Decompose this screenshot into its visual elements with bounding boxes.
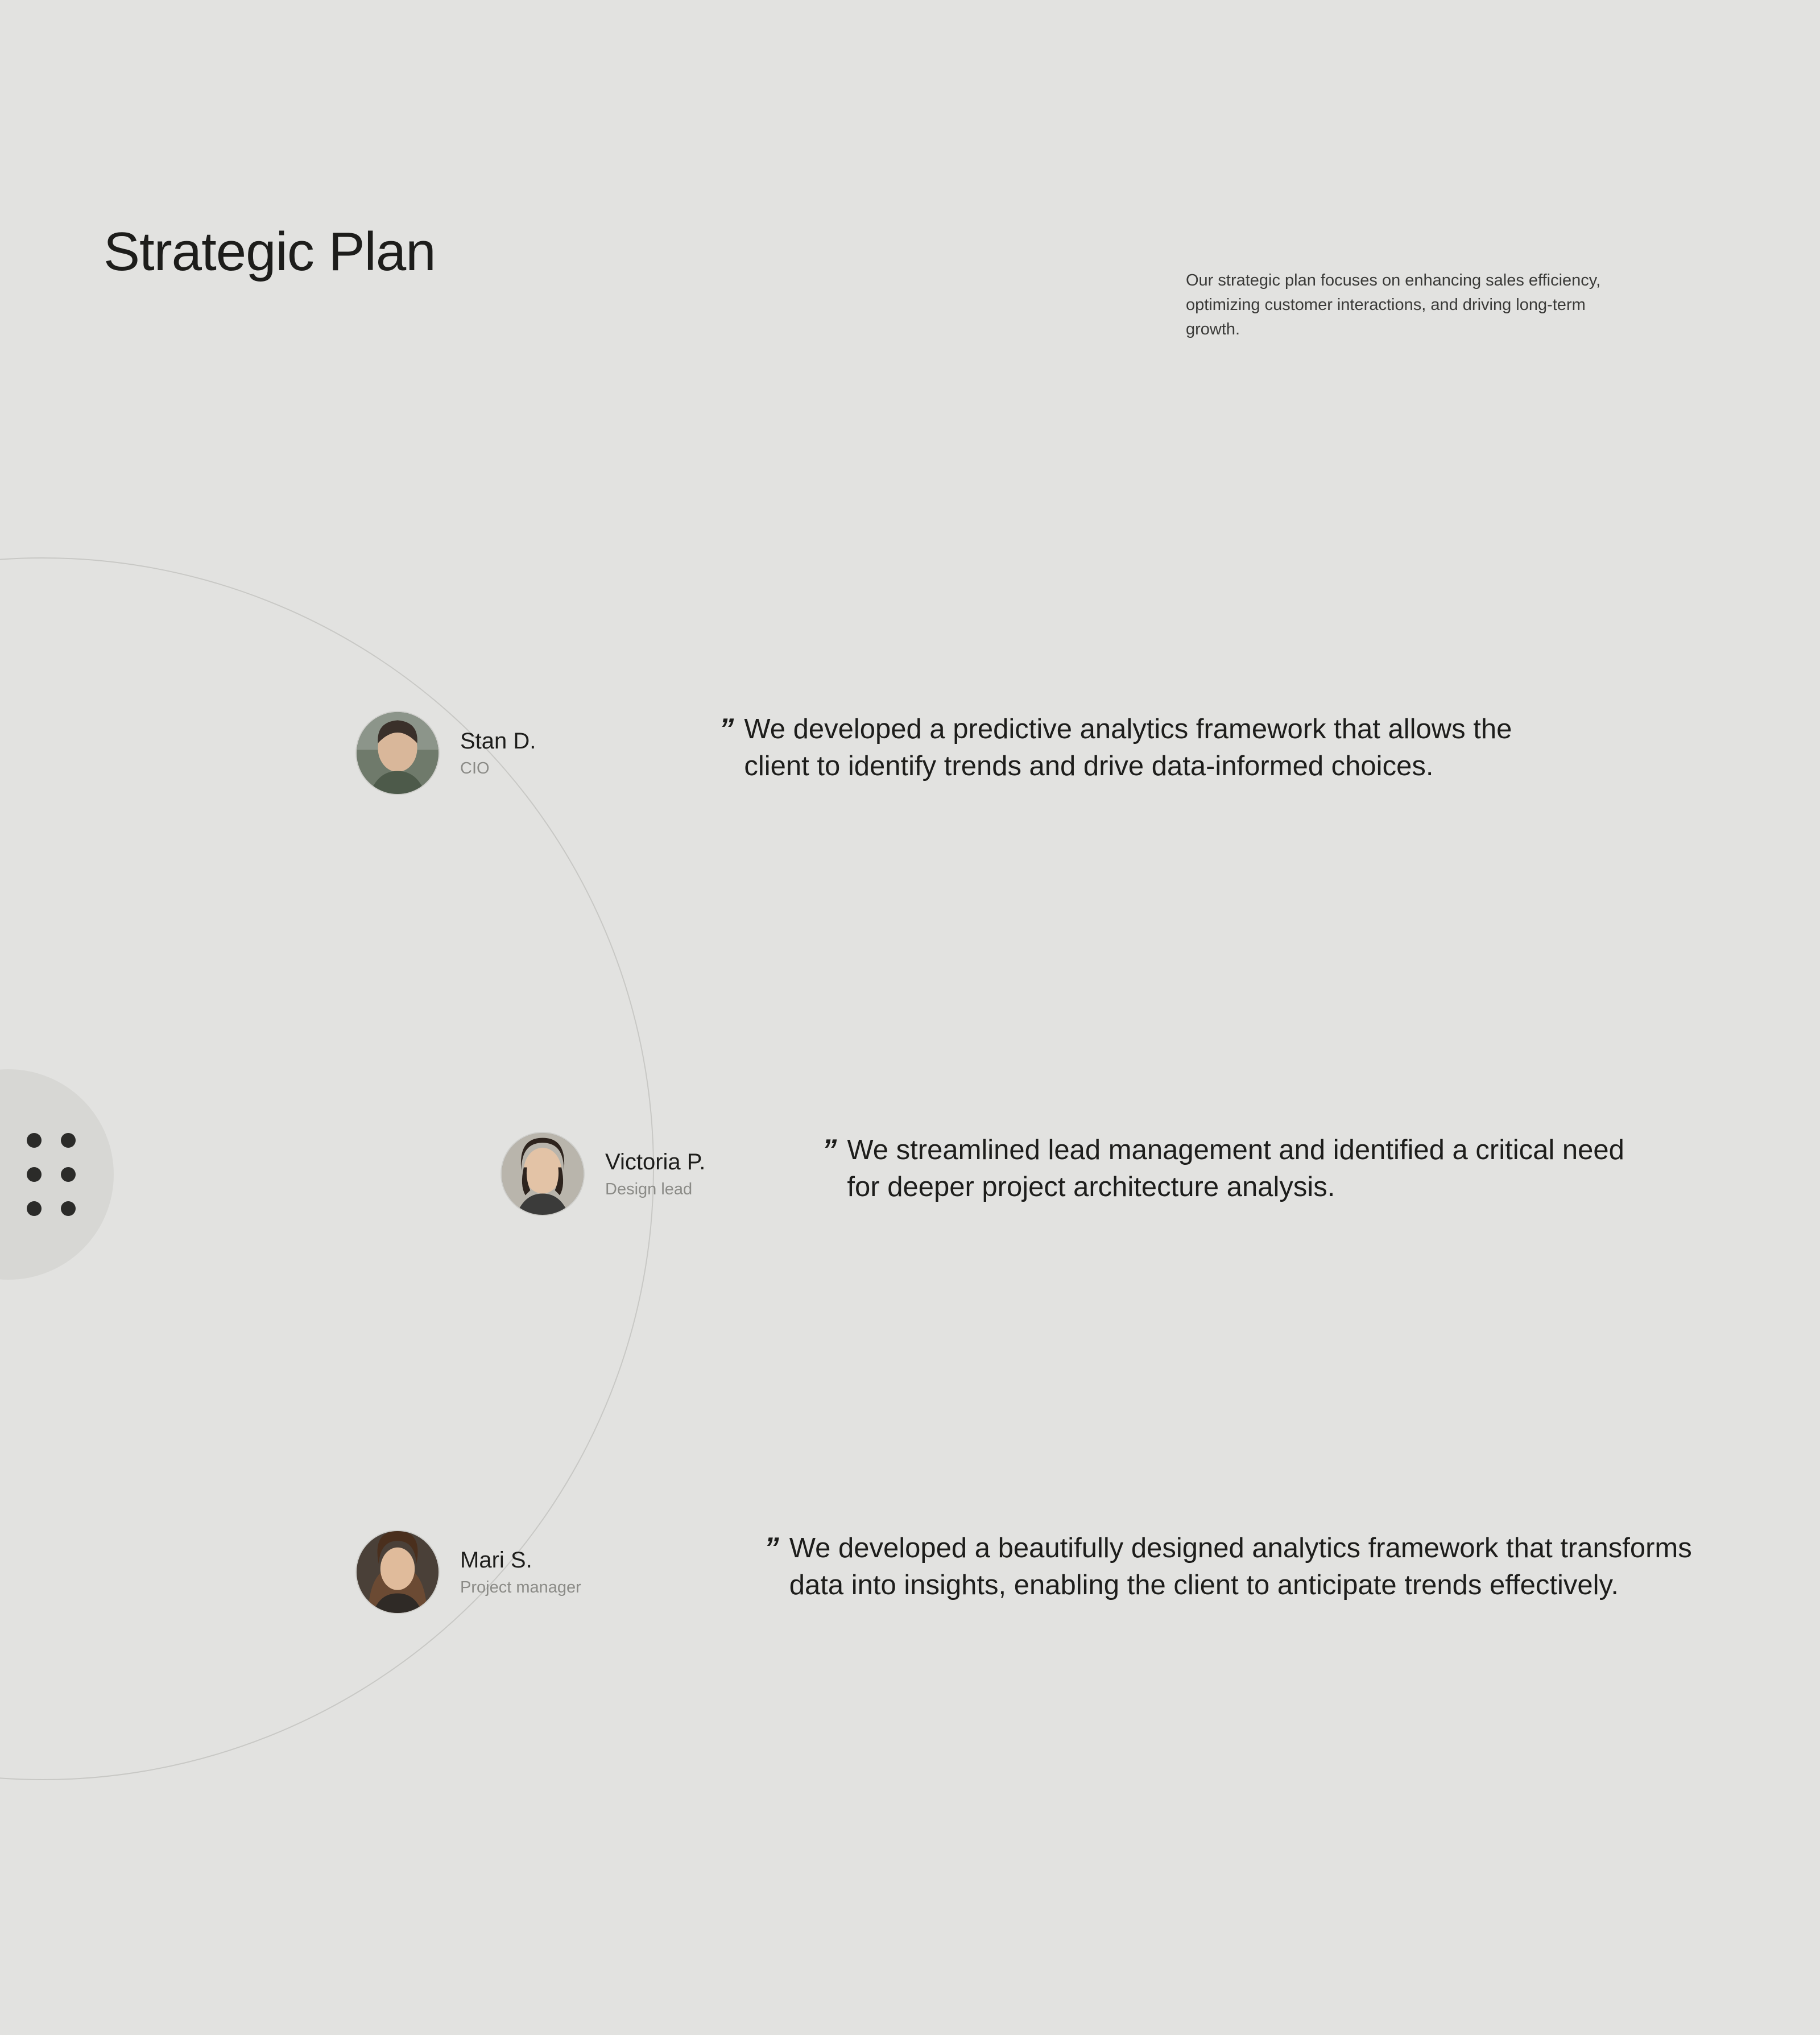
person-text: [460, 728, 536, 779]
person-block: [355, 711, 536, 795]
quote-mark-icon: ”: [822, 1134, 835, 1167]
testimonial-item: [500, 1132, 1637, 1216]
person-name: Stan D.: [460, 728, 536, 754]
dots-icon: [27, 1133, 76, 1216]
person-block: [500, 1132, 705, 1216]
quote-text: We developed a beautifully designed analytics framework that transforms data into insights, enabling the client to anticipate trends effectively.: [789, 1533, 1692, 1600]
person-role: Design lead: [605, 1180, 693, 1198]
testimonial-item: [355, 711, 1552, 795]
quote-text: We developed a predictive analytics framework that allows the client to identify trends and drive data-informed choices.: [744, 714, 1512, 781]
person-name: Victoria P.: [605, 1149, 706, 1174]
quote-text: We streamlined lead management and identified a critical need for deeper project architecture analysis.: [847, 1135, 1624, 1202]
person-name: Mari S.: [460, 1547, 532, 1573]
quote-mark-icon: ”: [719, 713, 732, 746]
person-text: [460, 1547, 581, 1598]
person-text: [605, 1149, 705, 1200]
avatar: [355, 1530, 440, 1614]
page-title: Strategic Plan: [104, 221, 436, 282]
person-role: CIO: [460, 759, 490, 777]
intro-paragraph: Our strategic plan focuses on enhancing sales efficiency, optimizing customer interactions, and driving long-term growth.: [1186, 271, 1601, 338]
avatar: [355, 711, 440, 795]
person-role: Project manager: [460, 1578, 581, 1596]
testimonial-item: [355, 1530, 1705, 1614]
avatar: [500, 1132, 585, 1216]
quote-mark-icon: ”: [764, 1532, 777, 1565]
dot-grid-badge: [0, 1069, 114, 1280]
person-block: [355, 1530, 581, 1614]
